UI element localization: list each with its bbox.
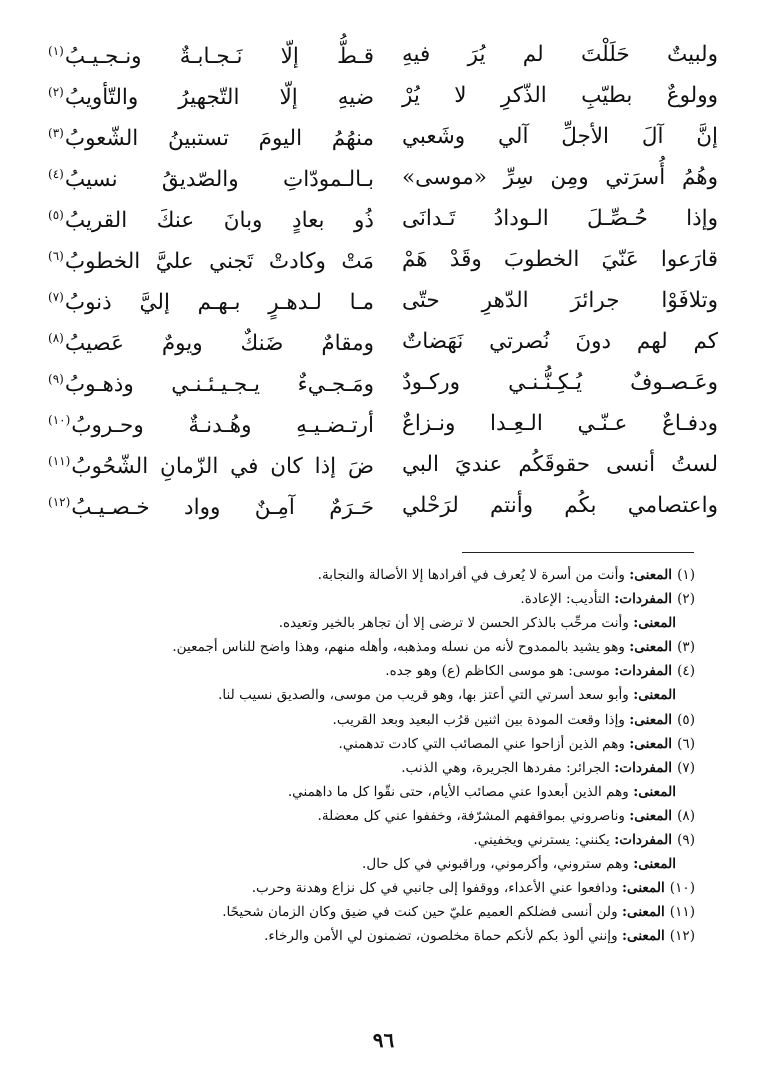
footnote-line [55,587,695,611]
verse-line [48,485,718,526]
footnote-label: المعنى: [629,711,673,728]
verse-second-text: بـالـمودّاتِ والصّديقُ نسيبُ [64,167,374,193]
verse-second-text: ضَ إذا كان في الزّمانِ الشّحُوبُ [71,454,374,480]
verse-first-hemistich: وهُمُ أُسرَتي ومِن سِرِّ «موسى» [402,165,718,190]
footnote-marker: (٢) [48,85,64,100]
verse-second-text: منهُمُ اليومَ تستبينُ الشّعوبُ [64,126,374,152]
verse-second-hemistich [48,441,374,487]
verse-second-hemistich [48,31,374,77]
footnote-line [55,708,695,732]
footnote-label: المفردات: [614,759,673,776]
footnote-label: المعنى: [621,904,665,921]
footnote-text: الجرائر: مفردها الجريرة، وهي الذنب. [401,759,615,776]
verse-first-hemistich: وإذا حُـصِّـلَ الـودادُ تَـدانَى [402,206,718,231]
footnote-number: (١٠) [669,880,695,897]
footnote-line [55,828,695,852]
verse-second-hemistich [48,154,374,200]
footnote-number: (٧) [677,759,695,776]
footnote-label: المعنى: [633,856,676,873]
footnote-line [55,732,695,756]
footnote-text: وهم ستروني، وأكرموني، وراقبوني في كل حال. [362,856,634,873]
verse-first-hemistich: واعتصامي بكُم وأنتم لرَحْلي [402,493,718,518]
footnote-text: وإنني ألوذ بكم لأنكم حماة مخلصون، تضمنون لي الأمن والرخاء. [264,928,622,945]
verse-line [48,198,718,239]
verse-second-hemistich [48,113,374,159]
footnote-number: (٤) [677,663,695,680]
verse-line [48,75,718,116]
footnote-text: وهو يشيد بالممدوح لأنه من نسله ومذهبه، وأهله منهم، وهذا واضح للناس أجمعين. [172,639,630,656]
page-number: ٩٦ [372,1028,395,1052]
verse-second-hemistich [48,236,374,282]
footnote-text: ودافعوا عني الأعداء، ووقفوا إلى جانبي في كل نزاع وهدنة وحرب. [251,880,622,897]
footnote-text: يكنني: يسترني ويخفيني. [473,832,615,849]
footnote-line [55,876,695,900]
verse-line [48,280,718,321]
footnote-text: وهم الذين أزاحوا عني المصائب التي كادت تدهمني. [338,735,630,752]
verse-second-hemistich [48,359,374,405]
footnote-marker: (٧) [48,290,64,305]
verse-first-hemistich: ولبيتٌ حَلَلْتَ لم يُرَ فيهِ [402,42,718,67]
verse-second-text: ومقامٌ ضَنكٌ ويومٌ عَصيبُ [64,331,374,357]
footnote-marker: (٦) [48,249,64,264]
verse-second-text: قـطُّ إلّا نَـجـابـةٌ ونـجـيـبُ [64,44,374,70]
footnote-label: المعنى: [633,615,676,632]
footnote-text: موسى: هو موسى الكاظم (ع) وهو جده. [385,663,615,680]
footnote-label: المعنى: [621,880,665,897]
verse-second-hemistich [48,277,374,323]
verse-first-hemistich: ودفـاعٌ عـنّـي الـعِـدا ونـزاعٌ [402,411,718,436]
footnote-line [55,635,695,659]
verse-first-hemistich: وولوعٌ بطيّبِ الذّكرِ لا يُرْ [402,83,718,108]
verse-first-hemistich: وتلافَوْا جرائرَ الدّهرِ حتّى [402,288,718,313]
verse-second-text: مـا لـدهـرٍ بـهـم إليَّ ذنوبُ [64,290,374,316]
footnote-line [55,900,695,924]
footnote-text: وهم الذين أبعدوا عني مصائب الأيام، حتى نقّوا كل ما داهمني. [287,783,634,800]
footnote-line [55,563,695,587]
footnote-line [55,659,695,683]
verse-second-text: مَتْ وكادتْ تَجني عليَّ الخطوبُ [64,249,374,275]
verse-first-hemistich: لستُ أنسى حقوقَكُم عنديَ البي [402,452,718,477]
footnote-separator [462,552,694,553]
footnote-label: المعنى: [633,687,676,704]
footnote-text: التأديب: الإعادة. [520,591,615,608]
footnote-number: (٩) [677,832,695,849]
footnote-label: المفردات: [614,591,673,608]
footnote-label: المعنى: [629,639,673,656]
footnote-marker: (٤) [48,167,64,182]
verse-second-text: حَـرَمٌ آمِـنٌ وواد خـصـيـبُ [71,495,374,521]
footnote-text: وناصروني بمواقفهم المشرّفة، وخففوا عني كل معضلة. [317,807,630,824]
footnote-marker: (١٢) [48,495,71,510]
verse-line [48,34,718,75]
verse-second-hemistich [48,72,374,118]
footnote-line [55,852,695,876]
verse-line [48,157,718,198]
footnote-marker: (١١) [48,454,71,469]
verse-second-text: ضيهِ إلّا التّجهيرُ والتّأويبُ [64,85,374,111]
footnote-line [55,780,695,804]
footnote-text: ولن أنسى فضلكم العميم عليّ حين كنت في ضيق وكان الزمان شحيحًا. [222,904,622,921]
footnote-number: (٥) [677,711,695,728]
footnote-number: (٦) [677,735,695,752]
footnote-line [55,611,695,635]
footnote-number: (١) [677,567,695,583]
verse-line [48,239,718,280]
footnote-marker: (٥) [48,208,64,223]
verse-line [48,362,718,403]
verse-first-hemistich: قارَعوا عَنّيَ الخطوبَ وقَدْ هَمْ [402,247,718,272]
verse-first-hemistich: وعَـصـوفٌ يُـكِـنُّـنـي وركـودٌ [402,370,718,395]
verse-second-hemistich [48,195,374,241]
verse-first-hemistich: كم لهم دونَ نُصرتي نَهَضاتٌ [402,329,718,354]
footnote-label: المعنى: [629,567,673,583]
footnote-label: المعنى: [629,735,673,752]
verse-second-hemistich [48,400,374,446]
footnote-line [55,804,695,828]
footnote-marker: (١) [48,44,64,59]
footnote-label: المعنى: [621,928,665,945]
footnote-text: وأبو سعد أسرتي التي أعتز بها، وهو قريب من موسى، والصديق نسيب لنا. [218,687,634,704]
verse-second-text: ومَـجـيءٌ يـجـيـئـنـي وذهـوبُ [64,372,374,398]
verse-line [48,321,718,362]
footnote-label: المفردات: [614,832,673,849]
footnote-text: وأنت مرحِّب بالذكر الحسن لا ترضى إلا أن تجاهر بالخير وتعيده. [278,615,634,632]
footnote-number: (٨) [677,807,695,824]
footnote-line [55,924,695,948]
footnote-number: (٣) [677,639,695,656]
footnote-text: وأنت من أسرة لا يُعرف في أفرادها إلا الأصالة والنجابة. [317,567,630,583]
footnote-number: (١٢) [669,928,695,945]
verse-second-text: ذُو بعادٍ وبانَ عنكَ القريبُ [64,208,374,234]
verse-first-hemistich: إنَّ آلَ الأجلِّ آلي وشَعبي [402,124,718,149]
footnote-marker: (٩) [48,372,64,387]
verse-second-text: أرتـضـيـهِ وهُـدنـةٌ وحـروبُ [71,413,374,439]
footnote-number: (١١) [669,904,695,921]
verse-line [48,444,718,485]
verse-second-hemistich [48,318,374,364]
footnote-line [55,756,695,780]
verse-second-hemistich [48,482,374,528]
footnote-line [55,683,695,707]
footnote-marker: (٨) [48,331,64,346]
poem-block [48,34,718,526]
footnote-marker: (٣) [48,126,64,141]
footnote-label: المعنى: [633,783,676,800]
verse-line [48,403,718,444]
footnote-label: المفردات: [614,663,673,680]
footnote-text: وإذا وقعت المودة بين اثنين قرُب البعيد وبعد القريب. [332,711,630,728]
verse-line [48,116,718,157]
footnotes-block [55,563,695,949]
footnote-number: (٢) [677,591,695,608]
footnote-marker: (١٠) [48,413,71,428]
footnote-label: المعنى: [629,807,673,824]
